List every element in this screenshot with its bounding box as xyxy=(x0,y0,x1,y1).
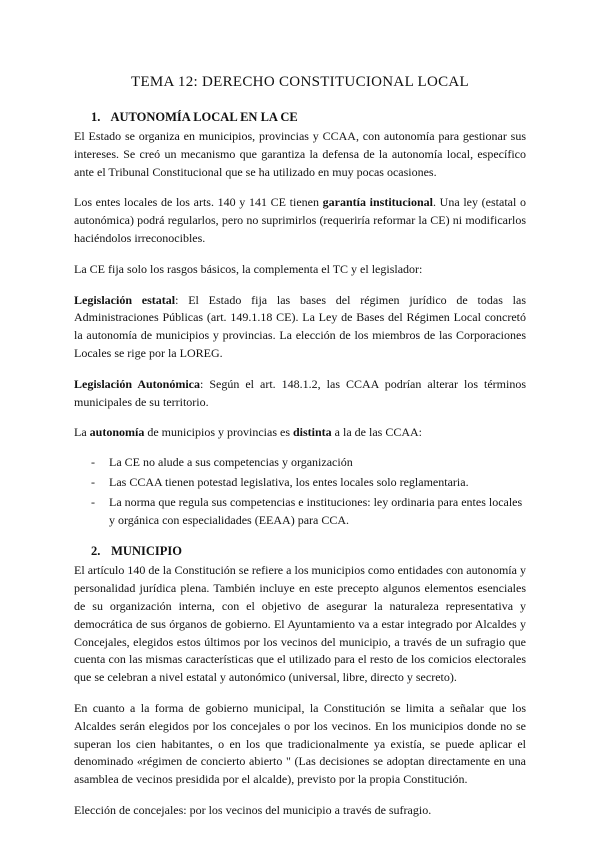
dash-bullet-icon: - xyxy=(91,455,95,470)
section-1-paragraph-6 xyxy=(74,424,526,442)
text-run: Los entes locales de los arts. 140 y 141 CE tienen xyxy=(74,195,323,210)
list-item-text: La CE no alude a sus competencias y organización xyxy=(109,455,353,470)
list-item xyxy=(91,494,526,530)
section-1-paragraph-3: La CE fija solo los rasgos básicos, la complementa el TC y el legislador: xyxy=(74,261,423,276)
list-item-text: La norma que regula sus competencias e instituciones: ley ordinaria para entes locales y orgánica con especialidades (EEAA) para CCA. xyxy=(109,494,523,527)
bold-term: distinta xyxy=(292,425,332,440)
text-run: a la de las CCAA: xyxy=(331,425,422,440)
dash-bullet-icon: - xyxy=(91,494,95,509)
section-2-paragraph-1: El artículo 140 de la Constitución se refiere a los municipios como entidades con autonomía y personalidad jurídica plena. También incluye en este precepto algunos elementos esenciales de su organización interna, con el objetivo de asegurar la naturaleza representativa y democrática de sus órganos de gobierno. El Ayuntamiento va a estar integrado por Alcaldes y Concejales, elegidos estos últimos por los vecinos del municipio, a través de un sufragio que cuenta con las mismas características que el utilizado para el resto de los comicios electorales que se celebran a nivel estatal y autonómico (universal, libre, directo y secreto). xyxy=(74,563,526,685)
section-2-paragraph-3: Elección de concejales: por los vecinos del municipio a través de sufragio. xyxy=(74,802,432,817)
bold-term: garantía institucional xyxy=(322,195,434,210)
bold-label: Legislación estatal xyxy=(74,292,176,307)
text-run: La xyxy=(74,425,90,440)
section-2-paragraph-2: En cuanto a la forma de gobierno municipal, la Constitución se limita a señalar que los Alcaldes serán elegidos por los concejales o por los vecinos. En los municipios donde no se superan los cien habitantes, o en los que tradicionalmente ya existía, se puede aplicar el denominado «régimen de concierto abierto " (Las decisiones se adoptan directamente en una asamblea de vecinos presidida por el alcalde), previsto por la propia Constitución. xyxy=(74,700,526,787)
document-page xyxy=(74,74,526,833)
section-1-paragraph-4 xyxy=(74,292,526,363)
document-title: TEMA 12: DERECHO CONSTITUCIONAL LOCAL xyxy=(130,74,470,90)
text-run: : El Estado fija las bases del régimen jurídico de todas las Administraciones Públicas (art. 149.1.18 CE). La Ley de Bases del Régimen Local concretó la autonomía de municipios y provincias. La elección de los miembros de las Corporaciones Locales se rige por la LOREG. xyxy=(74,292,526,360)
text-run: : Según el art. 148.1.2, las CCAA podrían alterar los términos municipales de su territorio. xyxy=(74,376,526,409)
list-item-text: Las CCAA tienen potestad legislativa, los entes locales solo reglamentaria. xyxy=(109,474,469,489)
list-item xyxy=(91,454,526,472)
section-2-title: MUNICIPIO xyxy=(111,544,182,559)
section-2-heading xyxy=(91,544,526,559)
section-2-number: 2. xyxy=(91,544,101,559)
section-1-paragraph-5 xyxy=(74,376,526,412)
section-1-paragraph-1: El Estado se organiza en municipios, provincias y CCAA, con autonomía para gestionar sus intereses. Se creó un mecanismo que garantiza la defensa de la autonomía local, específico ante el Tribunal Constitucional que se ha utilizado en muy pocas ocasiones. xyxy=(74,129,526,179)
bold-label: Legislación Autonómica xyxy=(74,376,201,391)
text-run: . Una ley (estatal o autonómica) podrá regularlos, pero no suprimirlos (requeriría reformar la CE) ni modificarlos haciéndolos irreconocibles. xyxy=(74,195,526,245)
section-1-number: 1. xyxy=(91,110,101,124)
section-1-paragraph-2 xyxy=(74,194,526,247)
dash-bullet-icon: - xyxy=(91,474,95,489)
list-item xyxy=(91,474,526,492)
text-run: de municipios y provincias es xyxy=(144,425,293,440)
bold-term: autonomía xyxy=(89,425,145,440)
section-1-title: AUTONOMÍA LOCAL EN LA CE xyxy=(110,110,298,124)
section-1-heading xyxy=(91,110,526,125)
section-1-bullet-list xyxy=(74,454,526,529)
